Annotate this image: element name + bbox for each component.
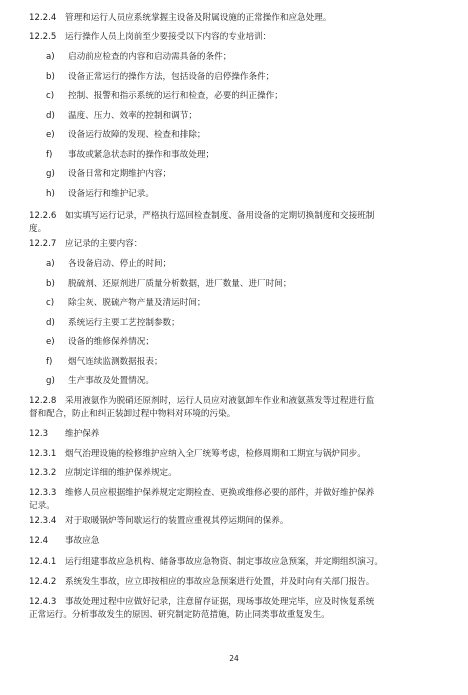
clause-number: 12.4.3 <box>29 597 57 607</box>
clause-text: 应记录的主要内容： <box>65 239 143 249</box>
clause-text: 维修人员应根据维护保养规定定期检查、更换或维修必要的部件，并做好维护保养 <box>65 488 375 498</box>
item-marker: e) <box>46 130 55 140</box>
clause-text: 事故应急 <box>65 536 100 546</box>
clause-number: 12.4.1 <box>29 557 57 567</box>
item-marker: g) <box>46 169 55 179</box>
clause-text: 设备日常和定期维护内容； <box>68 169 172 179</box>
clause-text: 维护保养 <box>65 429 100 439</box>
item-marker: b) <box>46 72 55 82</box>
clause-number: 12.3.3 <box>29 488 57 498</box>
clause-text: 运行组建事故应急机构、储备事故应急物资、制定事故应急预案，并定期组织演习。 <box>65 557 383 567</box>
clause-text: 启动前应检查的内容和启动需具备的条件； <box>68 52 232 62</box>
clause-number: 12.3 <box>29 429 49 439</box>
item-marker: f) <box>46 150 53 160</box>
clause-text: 事故或紧急状态时的操作和事故处理； <box>68 150 215 160</box>
clause-text-continued: 督和配合，防止和纠正装卸过程中物料对环境的污染。 <box>29 409 236 419</box>
clause-text: 采用液氨作为脱硝还原剂时，运行人员应对液氨卸车作业和液氨蒸发等过程进行监 <box>65 396 375 406</box>
clause-text-continued: 度。 <box>29 224 47 234</box>
clause-text: 烟气治理设施的检修维护应纳入全厂统筹考虑，检修周期和工期宜与锅炉同步。 <box>65 449 366 459</box>
clause-text: 应制定详细的维护保养规定。 <box>65 468 177 478</box>
clause-text-continued: 记录。 <box>29 501 55 511</box>
clause-text: 设备的维修保养情况； <box>68 337 154 347</box>
clause-number: 12.2.8 <box>29 396 57 406</box>
clause-text: 事故处理过程中应做好记录，注意留存证据，现场事故处理完毕，应及时恢复系统 <box>65 597 375 607</box>
clause-number: 12.2.7 <box>29 239 57 249</box>
clause-number: 12.4 <box>29 536 49 546</box>
clause-number: 12.4.2 <box>29 577 57 587</box>
clause-text: 温度、压力、效率的控制和调节； <box>68 111 197 121</box>
item-marker: a) <box>46 259 55 269</box>
clause-text: 设备运行故障的发现、检查和排除； <box>68 130 206 140</box>
clause-text: 系统发生事故，应立即按相应的事故应急预案进行处置，并及时向有关部门报告。 <box>65 577 375 587</box>
item-marker: h) <box>46 189 55 199</box>
clause-text: 脱硫剂、还原剂进厂质量分析数据，进厂数量、进厂时间； <box>68 279 292 289</box>
item-marker: d) <box>46 318 55 328</box>
clause-text-continued: 正常运行。分析事故发生的原因、研究制定防范措施，防止同类事故重复发生。 <box>29 610 330 620</box>
clause-text: 运行操作人员上岗前至少要接受以下内容的专业培训： <box>65 32 272 42</box>
clause-number: 12.3.2 <box>29 468 57 478</box>
clause-number: 12.2.6 <box>29 211 57 221</box>
item-marker: d) <box>46 111 55 121</box>
item-marker: b) <box>46 279 55 289</box>
clause-text: 管理和运行人员应系统掌握主设备及附属设施的正常操作和应急处理。 <box>65 13 332 23</box>
item-marker: c) <box>46 91 55 101</box>
clause-text: 除尘灰、脱硫产物产量及清运时间； <box>68 298 206 308</box>
item-marker: f) <box>46 357 53 367</box>
item-marker: a) <box>46 52 55 62</box>
clause-number: 12.2.5 <box>29 32 57 42</box>
clause-text: 控制、报警和指示系统的运行和检查，必要的纠正操作； <box>68 91 283 101</box>
clause-text: 烟气连续监测数据报表； <box>68 357 163 367</box>
clause-text: 生产事故及处置情况。 <box>68 376 154 386</box>
item-marker: g) <box>46 376 55 386</box>
item-marker: c) <box>46 298 55 308</box>
clause-text: 设备运行和维护记录。 <box>68 189 154 199</box>
clause-text: 各设备启动、停止的时间； <box>68 259 172 269</box>
page-number: 24 <box>229 654 239 663</box>
clause-text: 设备正常运行的操作方法，包括设备的启停操作条件； <box>68 72 275 82</box>
clause-text: 对于取暖锅炉等间歇运行的装置应重视其停运期间的保养。 <box>65 516 289 526</box>
clause-text: 如实填写运行记录，严格执行巡回检查制度、备用设备的定期切换制度和交接班制 <box>65 211 375 221</box>
clause-number: 12.3.4 <box>29 516 57 526</box>
clause-number: 12.2.4 <box>29 13 57 23</box>
clause-text: 系统运行主要工艺控制参数； <box>68 318 180 328</box>
clause-number: 12.3.1 <box>29 449 57 459</box>
item-marker: e) <box>46 337 55 347</box>
